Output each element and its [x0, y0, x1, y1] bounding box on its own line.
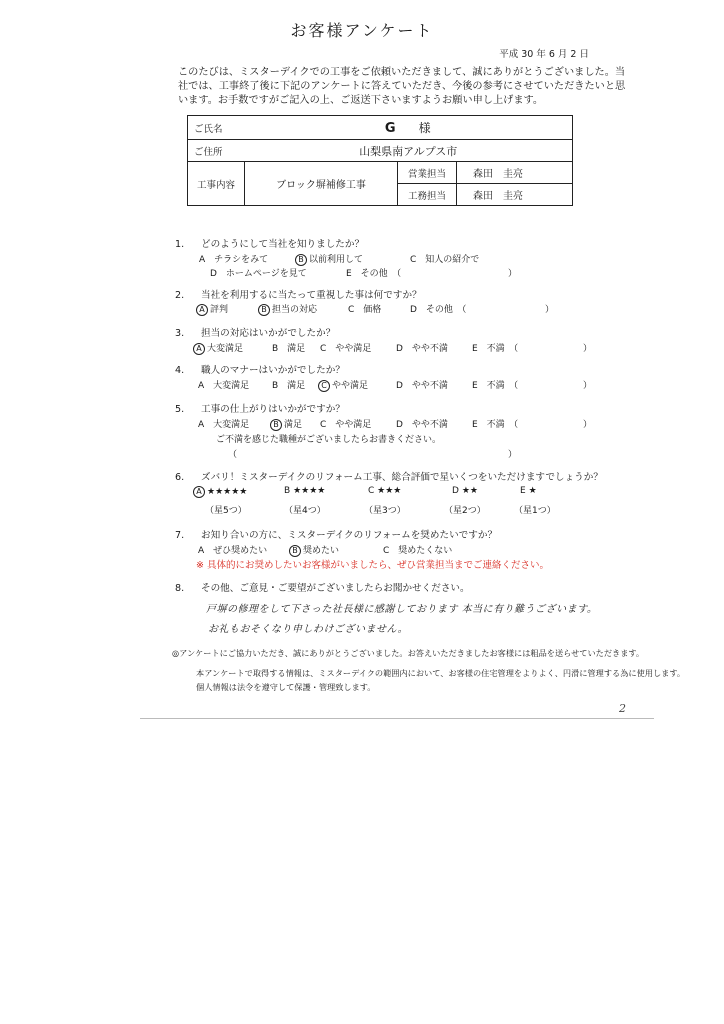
- q1-option-a: A チラシをみて: [199, 255, 269, 265]
- question-6: 6. ズバリ！ミスターデイクのリフォーム工事、総合評価で星いくつをいただけますでしょうか？: [175, 472, 603, 483]
- star-icon: ★★★★★: [207, 487, 248, 497]
- q5-paren-close: ）: [583, 420, 593, 430]
- survey-date: 平成 30 年 6 月 2 日: [499, 49, 589, 60]
- q7-note: ※ 具体的にお奨めしたいお客様がいましたら、ぜひ営業担当までご連絡ください。: [196, 560, 549, 571]
- q4-option-d: D やや不満: [396, 381, 448, 391]
- selected-circle-icon: B: [270, 419, 282, 431]
- page-title: お客様アンケート: [290, 21, 434, 40]
- q4-option-a: A 大変満足: [198, 381, 250, 391]
- question-7: 7. お知り合いの方に、ミスターデイクのリフォームを奨めたいですか？: [175, 530, 498, 541]
- selected-circle-icon: A: [196, 304, 208, 316]
- q6-label-a: （星5つ）: [205, 506, 247, 516]
- bottom-divider: [140, 718, 654, 719]
- customer-info-table: [187, 115, 573, 206]
- q3-option-d: D やや不満: [396, 344, 448, 354]
- question-4: 4. 職人のマナーはいかがでしたか？: [175, 365, 345, 376]
- address-label: ご住所: [188, 140, 245, 162]
- question-8: 8. その他、ご意見・ご要望がございましたらお聞かせください。: [175, 583, 470, 594]
- sales-value: 森田 圭亮: [457, 162, 573, 184]
- q6-option-e: E ★: [520, 486, 537, 496]
- q5-option-e: E 不満 （: [472, 420, 519, 430]
- name-cell: [245, 116, 573, 140]
- question-3: 3. 担当の対応はいかがでしたか？: [175, 328, 336, 339]
- q6-option-b: B ★★★★: [284, 486, 326, 496]
- q3-paren-close: ）: [583, 344, 593, 354]
- q6-label-b: （星4つ）: [284, 506, 326, 516]
- q3-option-b: B 満足: [272, 344, 306, 354]
- q2-option-b: B 担当の対応: [258, 302, 317, 316]
- question-5: 5. 工事の仕上がりはいかがですか？: [175, 404, 345, 415]
- customer-name: G: [384, 121, 397, 136]
- handwritten-comment-line-2: お礼もおそくなり申しわけございません。: [208, 624, 409, 635]
- q3-option-a: A 大変満足: [193, 341, 243, 355]
- q4-option-e: E 不満 （: [472, 381, 519, 391]
- address-value: 山梨県南アルプス市: [245, 140, 573, 162]
- q3-option-c: C やや満足: [320, 344, 372, 354]
- q2-option-a: A 評判: [196, 302, 228, 316]
- question-1: 1. どのようにして当社を知りましたか？: [175, 239, 365, 250]
- construction-value: 森田 圭亮: [457, 184, 573, 206]
- q5-paren-open: （: [228, 450, 238, 460]
- star-icon: ★★★★: [293, 486, 326, 496]
- selected-circle-icon: C: [318, 380, 330, 392]
- q5-subtext: ご不満を感じた職種がございましたらお書きください。: [216, 435, 442, 445]
- q1-option-b: B 以前利用して: [295, 252, 363, 266]
- q5-option-c: C やや満足: [320, 420, 372, 430]
- star-icon: ★★: [461, 486, 478, 496]
- q2-paren-close: ）: [545, 305, 555, 315]
- privacy-note-2: 個人情報は法令を遵守して保護・管理致します。: [196, 682, 376, 692]
- q2-option-d: D その他 （: [410, 305, 467, 315]
- q4-paren-close: ）: [583, 381, 593, 391]
- q2-option-c: C 価格: [348, 305, 382, 315]
- thanks-note: ◎アンケートにご協力いただき、誠にありがとうございました。お答えいただきましたお客様には粗品を送らせていただきます。: [172, 648, 645, 658]
- q7-option-a: A ぜひ奨めたい: [198, 546, 268, 556]
- sales-label: 営業担当: [398, 162, 457, 184]
- question-2: 2. 当社を利用するに当たって重視した事は何ですか？: [175, 290, 422, 301]
- q5-option-d: D やや不満: [396, 420, 448, 430]
- privacy-note-1: 本アンケートで取得する情報は、ミスターデイクの範囲内において、お客様の住宅管理をよりよく、円滑に管理する為に使用します。: [196, 668, 686, 678]
- q3-option-e: E 不満 （: [472, 344, 519, 354]
- star-icon: ★★★: [377, 486, 402, 496]
- selected-circle-icon: A: [193, 343, 205, 355]
- q5-option-b: B 満足: [270, 417, 302, 431]
- construction-label: 工務担当: [398, 184, 457, 206]
- q6-label-c: （星3つ）: [364, 506, 406, 516]
- q5-paren-close-2: ）: [508, 450, 518, 460]
- q6-option-c: C ★★★: [368, 486, 402, 496]
- q1-option-c: C 知人の紹介で: [410, 255, 480, 265]
- q4-option-c: C やや満足: [318, 378, 368, 392]
- selected-circle-icon: B: [289, 545, 301, 557]
- q6-label-d: （星2つ）: [444, 506, 486, 516]
- q7-option-b: B 奨めたい: [289, 543, 339, 557]
- q7-option-c: C 奨めたくない: [383, 546, 453, 556]
- page-number: 2: [619, 702, 626, 715]
- selected-circle-icon: A: [193, 486, 205, 498]
- work-label: 工事内容: [188, 162, 245, 206]
- q1-option-e: E その他 （: [346, 269, 402, 279]
- selected-circle-icon: B: [258, 304, 270, 316]
- q6-option-d: D ★★: [452, 486, 478, 496]
- handwritten-comment-line-1: 戸塀の修理をして下さった社長様に感謝しております 本当に有り難うございます。: [206, 604, 598, 615]
- q5-option-a: A 大変満足: [198, 420, 250, 430]
- q4-option-b: B 満足: [272, 381, 306, 391]
- work-value: ブロック塀補修工事: [245, 162, 398, 206]
- star-icon: ★: [528, 486, 537, 496]
- intro-text: このたびは、ミスターデイクでの工事をご依頼いただきまして、誠にありがとうございました。当社では、工事終了後に下記のアンケートに答えていただき、今後の参考にさせていただきたいと思います。お手数ですがご記入の上、ご返送下さいますようお願い申し上げます。: [178, 67, 626, 106]
- q6-option-a: [193, 486, 247, 498]
- q1-option-d: D ホームページを見て: [210, 269, 307, 279]
- q6-label-e: （星1つ）: [514, 506, 556, 516]
- name-suffix: 様: [418, 121, 432, 135]
- name-label: ご氏名: [188, 116, 245, 140]
- selected-circle-icon: B: [295, 254, 307, 266]
- q1-paren-close: ）: [508, 269, 518, 279]
